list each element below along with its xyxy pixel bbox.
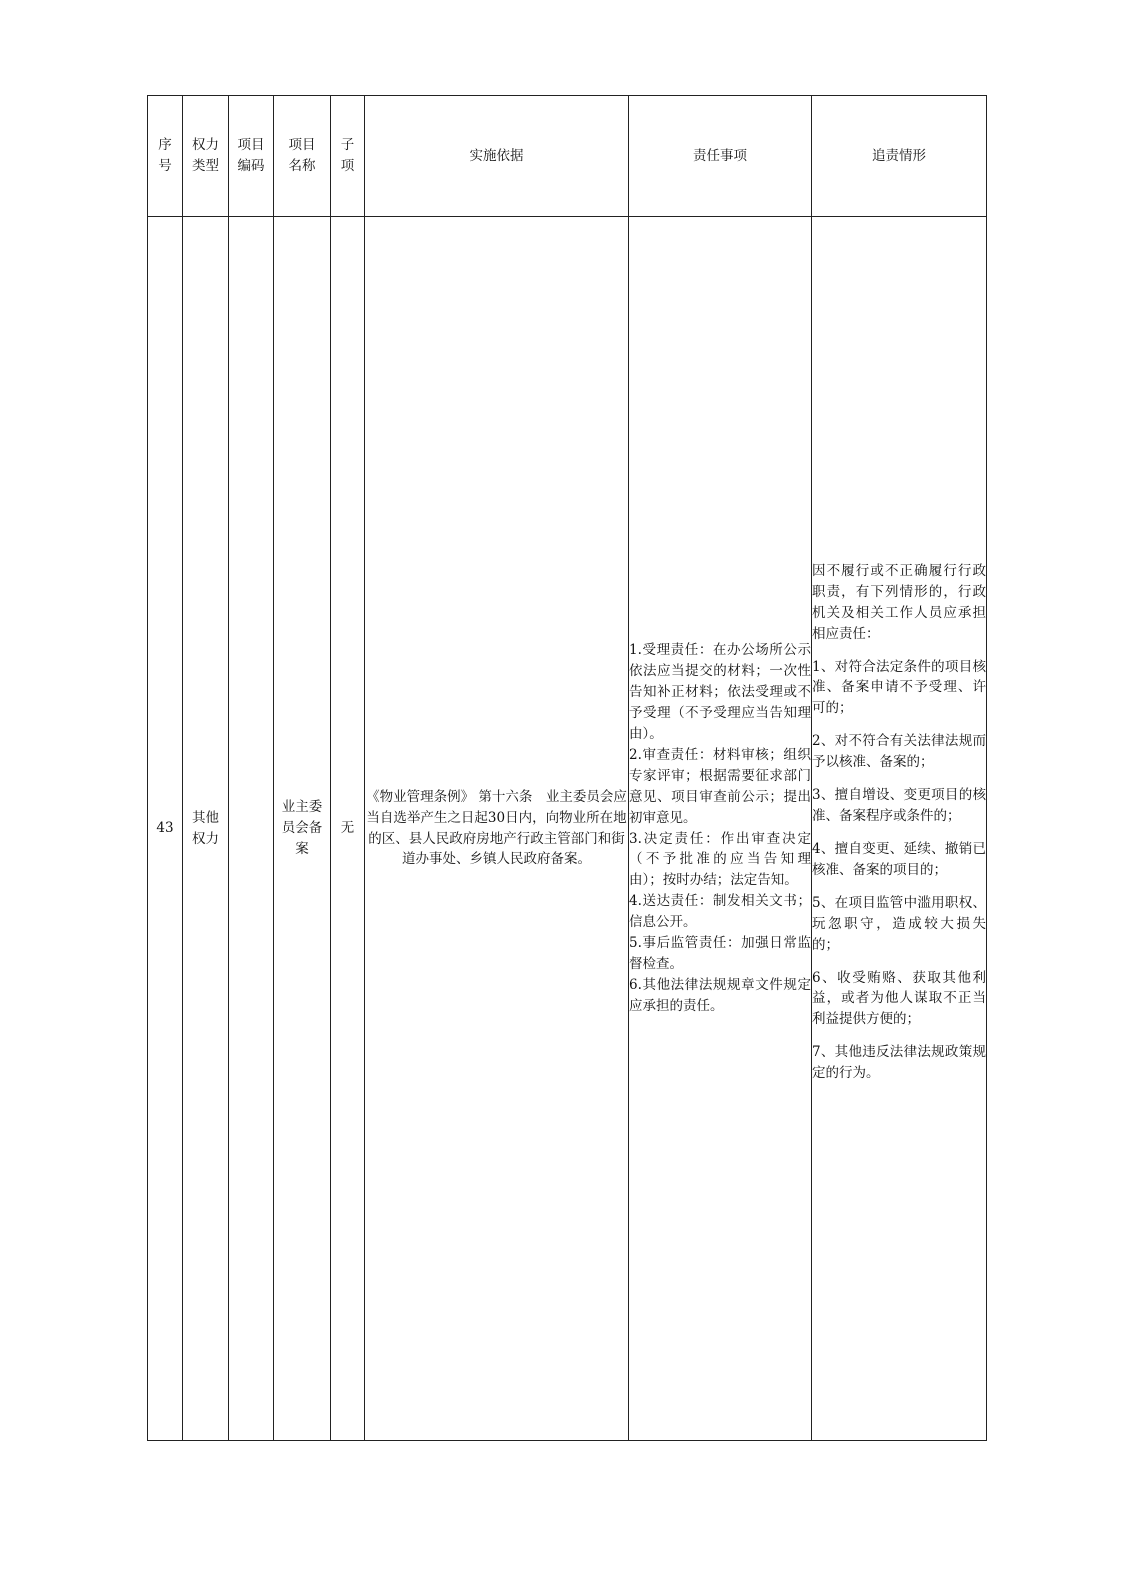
cell-accountability <box>812 217 987 1441</box>
duty-item: 6.其他法律法规规章文件规定应承担的责任。 <box>629 976 811 1014</box>
header-power-type: 权力类型 <box>183 96 229 217</box>
power-list-table <box>147 95 987 1441</box>
cell-item-name: 业主委员会备案 <box>274 217 331 1441</box>
cell-basis: 《物业管理条例》 第十六条 业主委员会应当自选举产生之日起30日内，向物业所在地的区、县人民政府房地产行政主管部门和街道办事处、乡镇人民政府备案。 <box>365 217 629 1441</box>
header-duty: 责任事项 <box>629 96 812 217</box>
accountability-item: 因不履行或不正确履行行政职责，有下列情形的，行政机关及相关工作人员应承担相应责任： <box>812 562 986 642</box>
duty-item: 4.送达责任：制发相关文书；信息公开。 <box>629 893 811 931</box>
cell-power-type: 其他权力 <box>183 217 229 1441</box>
cell-duty <box>629 217 812 1441</box>
accountability-item: 5、在项目监管中滥用职权、玩忽职守，造成较大损失的； <box>812 894 986 953</box>
duty-item: 5.事后监管责任：加强日常监督检查。 <box>629 935 811 973</box>
duty-item: 1.受理责任：在办公场所公示依法应当提交的材料；一次性告知补正材料；依法受理或不予受理（不予受理应当告知理由）。 <box>629 642 811 742</box>
table-row <box>148 217 987 1441</box>
header-item-name: 项目名称 <box>274 96 331 217</box>
header-sub-item: 子项 <box>331 96 365 217</box>
accountability-item: 2、对不符合有关法律法规而予以核准、备案的； <box>812 733 986 771</box>
header-basis: 实施依据 <box>365 96 629 217</box>
accountability-item: 4、擅自变更、延续、撤销已核准、备案的项目的； <box>812 840 986 878</box>
header-seq: 序号 <box>148 96 183 217</box>
accountability-item: 3、擅自增设、变更项目的核准、备案程序或条件的； <box>812 787 986 825</box>
cell-sub-item: 无 <box>331 217 365 1441</box>
accountability-item: 7、其他违反法律法规政策规定的行为。 <box>812 1044 986 1082</box>
header-item-code: 项目编码 <box>229 96 274 217</box>
duty-item: 2.审查责任：材料审核；组织专家评审；根据需要征求部门意见、项目审查前公示；提出初审意见。 <box>629 746 811 826</box>
accountability-item: 6、收受贿赂、获取其他利益，或者为他人谋取不正当利益提供方便的； <box>812 969 986 1028</box>
accountability-item: 1、对符合法定条件的项目核准、备案申请不予受理、许可的； <box>812 658 986 717</box>
header-accountability: 追责情形 <box>812 96 987 217</box>
cell-seq: 43 <box>148 217 183 1441</box>
cell-item-code <box>229 217 274 1441</box>
table-header-row <box>148 96 987 217</box>
duty-item: 3.决定责任：作出审查决定（不予批准的应当告知理由）；按时办结；法定告知。 <box>629 830 811 889</box>
